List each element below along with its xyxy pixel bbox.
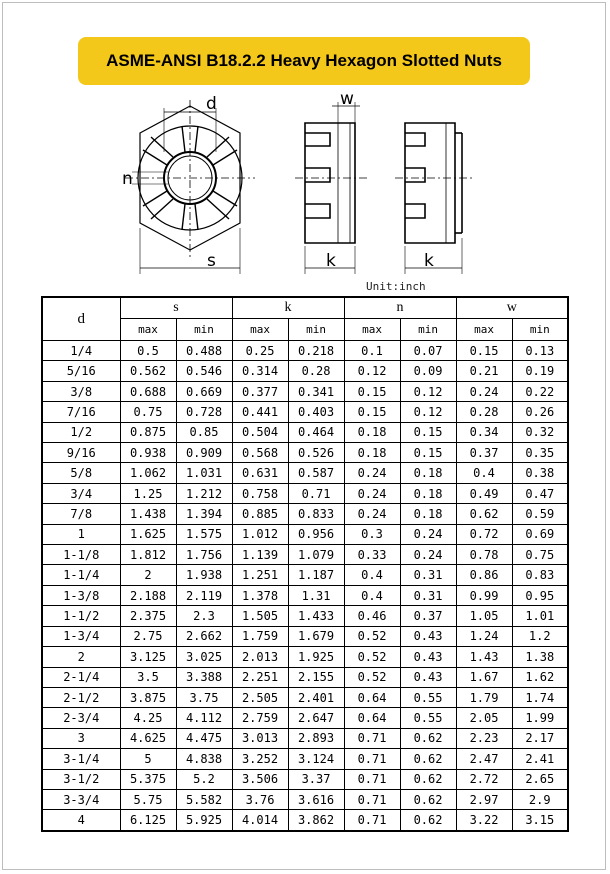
table-cell: 0.688 — [120, 381, 176, 401]
label-d: d — [206, 94, 217, 114]
table-cell: 0.546 — [176, 361, 232, 381]
cell-d: 5/16 — [42, 361, 120, 381]
table-cell: 1.25 — [120, 483, 176, 503]
table-cell: 0.26 — [512, 402, 568, 422]
table-cell: 2.647 — [288, 708, 344, 728]
table-row — [42, 585, 568, 605]
table-cell: 0.62 — [400, 769, 456, 789]
table-row — [42, 667, 568, 687]
table-cell: 0.956 — [288, 524, 344, 544]
table-cell: 0.72 — [456, 524, 512, 544]
table-row — [42, 708, 568, 728]
table-cell: 0.34 — [456, 422, 512, 442]
table-cell: 0.12 — [344, 361, 400, 381]
table-row — [42, 402, 568, 422]
table-cell: 0.24 — [344, 483, 400, 503]
table-cell: 0.218 — [288, 341, 344, 361]
table-row — [42, 810, 568, 831]
table-cell: 0.71 — [344, 789, 400, 809]
table-cell: 0.13 — [512, 341, 568, 361]
table-cell: 0.47 — [512, 483, 568, 503]
table-cell: 4.838 — [176, 749, 232, 769]
unit-note: Unit:inch — [366, 280, 426, 293]
label-n: n — [122, 169, 133, 189]
table-cell: 0.71 — [344, 810, 400, 831]
table-cell: 2.72 — [456, 769, 512, 789]
table-cell: 0.5 — [120, 341, 176, 361]
header-w: w — [456, 297, 568, 319]
table-cell: 0.62 — [400, 789, 456, 809]
table-cell: 0.669 — [176, 381, 232, 401]
table-cell: 1.187 — [288, 565, 344, 585]
table-cell: 0.64 — [344, 687, 400, 707]
cell-d: 1-3/8 — [42, 585, 120, 605]
table-cell: 0.1 — [344, 341, 400, 361]
table-cell: 5 — [120, 749, 176, 769]
table-row — [42, 524, 568, 544]
table-row — [42, 687, 568, 707]
table-cell: 0.49 — [456, 483, 512, 503]
table-cell: 3.388 — [176, 667, 232, 687]
table-cell: 0.314 — [232, 361, 288, 381]
subheader-k-max: max — [232, 319, 288, 341]
table-cell: 0.587 — [288, 463, 344, 483]
table-cell: 2.17 — [512, 728, 568, 748]
table-cell: 0.71 — [344, 749, 400, 769]
table-cell: 0.19 — [512, 361, 568, 381]
table-row — [42, 422, 568, 442]
table-cell: 2.119 — [176, 585, 232, 605]
subheader-s-max: max — [120, 319, 176, 341]
table-cell: 0.85 — [176, 422, 232, 442]
table-cell: 5.375 — [120, 769, 176, 789]
table-cell: 1.625 — [120, 524, 176, 544]
cell-d: 3/8 — [42, 381, 120, 401]
table-cell: 1.2 — [512, 626, 568, 646]
subheader-s-min: min — [176, 319, 232, 341]
subheader-n-min: min — [400, 319, 456, 341]
header-k: k — [232, 297, 344, 319]
label-k-right: k — [424, 251, 434, 271]
cell-d: 7/8 — [42, 504, 120, 524]
table-cell: 0.441 — [232, 402, 288, 422]
table-cell: 0.52 — [344, 667, 400, 687]
table-cell: 0.562 — [120, 361, 176, 381]
subheader-w-min: min — [512, 319, 568, 341]
table-cell: 0.71 — [344, 728, 400, 748]
table-cell: 1.24 — [456, 626, 512, 646]
table-cell: 2.401 — [288, 687, 344, 707]
table-cell: 5.2 — [176, 769, 232, 789]
table-cell: 0.526 — [288, 443, 344, 463]
table-cell: 0.21 — [456, 361, 512, 381]
table-cell: 1.505 — [232, 606, 288, 626]
table-cell: 2.505 — [232, 687, 288, 707]
table-cell: 1.79 — [456, 687, 512, 707]
table-cell: 0.37 — [456, 443, 512, 463]
table-cell: 2.9 — [512, 789, 568, 809]
table-cell: 0.83 — [512, 565, 568, 585]
table-cell: 0.4 — [344, 565, 400, 585]
table-cell: 0.62 — [400, 810, 456, 831]
table-cell: 0.4 — [344, 585, 400, 605]
table-cell: 2.155 — [288, 667, 344, 687]
table-cell: 3.124 — [288, 749, 344, 769]
table-cell: 3.252 — [232, 749, 288, 769]
table-row — [42, 545, 568, 565]
table-row — [42, 361, 568, 381]
table-cell: 0.885 — [232, 504, 288, 524]
table-cell: 5.582 — [176, 789, 232, 809]
table-cell: 0.15 — [400, 443, 456, 463]
table-row — [42, 504, 568, 524]
table-cell: 0.37 — [400, 606, 456, 626]
table-row — [42, 749, 568, 769]
table-cell: 0.504 — [232, 422, 288, 442]
table-row — [42, 381, 568, 401]
table-cell: 2 — [120, 565, 176, 585]
table-cell: 0.52 — [344, 647, 400, 667]
table-cell: 0.99 — [456, 585, 512, 605]
table-cell: 1.812 — [120, 545, 176, 565]
table-cell: 0.25 — [232, 341, 288, 361]
table-cell: 2.662 — [176, 626, 232, 646]
table-cell: 0.78 — [456, 545, 512, 565]
cell-d: 7/16 — [42, 402, 120, 422]
cell-d: 3 — [42, 728, 120, 748]
table-cell: 0.938 — [120, 443, 176, 463]
table-cell: 0.75 — [512, 545, 568, 565]
table-cell: 1.438 — [120, 504, 176, 524]
table-cell: 6.125 — [120, 810, 176, 831]
table-row — [42, 483, 568, 503]
table-cell: 0.18 — [344, 422, 400, 442]
table-cell: 3.37 — [288, 769, 344, 789]
table-cell: 5.75 — [120, 789, 176, 809]
table-cell: 3.616 — [288, 789, 344, 809]
cell-d: 1/2 — [42, 422, 120, 442]
table-cell: 1.394 — [176, 504, 232, 524]
table-cell: 1.99 — [512, 708, 568, 728]
table-cell: 0.31 — [400, 565, 456, 585]
table-cell: 2.759 — [232, 708, 288, 728]
cell-d: 2 — [42, 647, 120, 667]
table-cell: 5.925 — [176, 810, 232, 831]
table-cell: 1.031 — [176, 463, 232, 483]
table-cell: 1.012 — [232, 524, 288, 544]
table-cell: 2.41 — [512, 749, 568, 769]
table-cell: 1.139 — [232, 545, 288, 565]
table-cell: 3.025 — [176, 647, 232, 667]
table-cell: 0.55 — [400, 708, 456, 728]
cell-d: 3-1/2 — [42, 769, 120, 789]
table-row — [42, 443, 568, 463]
table-cell: 0.86 — [456, 565, 512, 585]
table-cell: 3.5 — [120, 667, 176, 687]
table-row — [42, 463, 568, 483]
table-cell: 0.09 — [400, 361, 456, 381]
table-row — [42, 647, 568, 667]
table-cell: 0.15 — [344, 381, 400, 401]
header-n: n — [344, 297, 456, 319]
table-cell: 0.35 — [512, 443, 568, 463]
table-row — [42, 769, 568, 789]
table-cell: 1.31 — [288, 585, 344, 605]
table-cell: 3.15 — [512, 810, 568, 831]
table-cell: 3.013 — [232, 728, 288, 748]
table-cell: 0.52 — [344, 626, 400, 646]
table-cell: 0.33 — [344, 545, 400, 565]
table-cell: 1.01 — [512, 606, 568, 626]
table-cell: 3.75 — [176, 687, 232, 707]
table-cell: 0.43 — [400, 667, 456, 687]
table-cell: 1.74 — [512, 687, 568, 707]
table-row — [42, 728, 568, 748]
table-cell: 0.15 — [400, 422, 456, 442]
side-view-left — [305, 123, 355, 243]
dimensions-table — [41, 296, 569, 832]
cell-d: 2-3/4 — [42, 708, 120, 728]
table-cell: 2.97 — [456, 789, 512, 809]
table-cell: 2.05 — [456, 708, 512, 728]
table-cell: 0.32 — [512, 422, 568, 442]
table-cell: 0.55 — [400, 687, 456, 707]
cell-d: 3/4 — [42, 483, 120, 503]
table-cell: 3.76 — [232, 789, 288, 809]
cell-d: 4 — [42, 810, 120, 831]
cell-d: 5/8 — [42, 463, 120, 483]
table-cell: 0.46 — [344, 606, 400, 626]
table-cell: 0.403 — [288, 402, 344, 422]
table-cell: 2.893 — [288, 728, 344, 748]
table-cell: 1.05 — [456, 606, 512, 626]
table-cell: 0.28 — [456, 402, 512, 422]
table-cell: 0.64 — [344, 708, 400, 728]
table-cell: 1.433 — [288, 606, 344, 626]
table-cell: 0.15 — [456, 341, 512, 361]
label-k-left: k — [326, 251, 336, 271]
table-cell: 1.43 — [456, 647, 512, 667]
table-cell: 0.62 — [456, 504, 512, 524]
label-s: s — [207, 251, 216, 271]
table-cell: 0.758 — [232, 483, 288, 503]
table-cell: 0.62 — [400, 749, 456, 769]
table-cell: 0.12 — [400, 402, 456, 422]
nut-dimension-diagram — [110, 88, 510, 298]
subheader-w-max: max — [456, 319, 512, 341]
table-cell: 3.125 — [120, 647, 176, 667]
table-cell: 3.875 — [120, 687, 176, 707]
cell-d: 1-1/4 — [42, 565, 120, 585]
table-cell: 1.759 — [232, 626, 288, 646]
table-cell: 2.251 — [232, 667, 288, 687]
table-cell: 3.862 — [288, 810, 344, 831]
table-cell: 0.43 — [400, 647, 456, 667]
table-cell: 0.18 — [400, 504, 456, 524]
page-title: ASME-ANSI B18.2.2 Heavy Hexagon Slotted Nuts — [106, 51, 502, 70]
table-cell: 0.377 — [232, 381, 288, 401]
table-cell: 0.71 — [288, 483, 344, 503]
label-w: w — [340, 89, 354, 109]
cell-d: 1-3/4 — [42, 626, 120, 646]
table-cell: 0.18 — [344, 443, 400, 463]
table-cell: 0.71 — [344, 769, 400, 789]
table-cell: 0.24 — [400, 545, 456, 565]
subheader-k-min: min — [288, 319, 344, 341]
table-cell: 0.833 — [288, 504, 344, 524]
table-cell: 1.679 — [288, 626, 344, 646]
table-cell: 0.4 — [456, 463, 512, 483]
table-cell: 0.728 — [176, 402, 232, 422]
table-cell: 1.38 — [512, 647, 568, 667]
table-cell: 0.38 — [512, 463, 568, 483]
table-cell: 1.756 — [176, 545, 232, 565]
table-cell: 0.3 — [344, 524, 400, 544]
cell-d: 3-3/4 — [42, 789, 120, 809]
table-cell: 0.69 — [512, 524, 568, 544]
table-cell: 2.375 — [120, 606, 176, 626]
table-cell: 0.12 — [400, 381, 456, 401]
table-cell: 0.631 — [232, 463, 288, 483]
table-cell: 2.23 — [456, 728, 512, 748]
cell-d: 1-1/8 — [42, 545, 120, 565]
table-cell: 0.43 — [400, 626, 456, 646]
table-row — [42, 565, 568, 585]
table-cell: 0.341 — [288, 381, 344, 401]
table-cell: 4.112 — [176, 708, 232, 728]
table-row — [42, 626, 568, 646]
table-cell: 0.24 — [456, 381, 512, 401]
cell-d: 3-1/4 — [42, 749, 120, 769]
table-cell: 0.18 — [400, 483, 456, 503]
table-cell: 4.625 — [120, 728, 176, 748]
table-cell: 2.47 — [456, 749, 512, 769]
side-view-right — [405, 123, 462, 243]
header-s: s — [120, 297, 232, 319]
cell-d: 1 — [42, 524, 120, 544]
table-cell: 4.014 — [232, 810, 288, 831]
table-row — [42, 341, 568, 361]
table-cell: 0.568 — [232, 443, 288, 463]
table-cell: 2.3 — [176, 606, 232, 626]
table-cell: 1.378 — [232, 585, 288, 605]
table-cell: 0.909 — [176, 443, 232, 463]
cell-d: 1-1/2 — [42, 606, 120, 626]
table-cell: 4.475 — [176, 728, 232, 748]
table-cell: 2.013 — [232, 647, 288, 667]
table-cell: 0.24 — [344, 463, 400, 483]
table-cell: 4.25 — [120, 708, 176, 728]
table-cell: 0.95 — [512, 585, 568, 605]
cell-d: 2-1/2 — [42, 687, 120, 707]
table-cell: 0.488 — [176, 341, 232, 361]
table-cell: 1.212 — [176, 483, 232, 503]
title-banner — [78, 37, 530, 85]
table-cell: 0.28 — [288, 361, 344, 381]
table-cell: 0.18 — [400, 463, 456, 483]
table-cell: 1.67 — [456, 667, 512, 687]
table-cell: 2.188 — [120, 585, 176, 605]
table-cell: 0.875 — [120, 422, 176, 442]
table-cell: 0.22 — [512, 381, 568, 401]
table-cell: 1.62 — [512, 667, 568, 687]
table-cell: 0.24 — [400, 524, 456, 544]
table-cell: 1.938 — [176, 565, 232, 585]
table-cell: 0.59 — [512, 504, 568, 524]
table-cell: 0.464 — [288, 422, 344, 442]
subheader-n-max: max — [344, 319, 400, 341]
cell-d: 9/16 — [42, 443, 120, 463]
table-cell: 1.062 — [120, 463, 176, 483]
table-cell: 0.15 — [344, 402, 400, 422]
table-cell: 1.575 — [176, 524, 232, 544]
table-cell: 2.65 — [512, 769, 568, 789]
table-row — [42, 789, 568, 809]
table-cell: 1.079 — [288, 545, 344, 565]
table-cell: 0.62 — [400, 728, 456, 748]
table-cell: 3.506 — [232, 769, 288, 789]
table-cell: 0.31 — [400, 585, 456, 605]
cell-d: 2-1/4 — [42, 667, 120, 687]
table-cell: 1.925 — [288, 647, 344, 667]
cell-d: 1/4 — [42, 341, 120, 361]
header-d: d — [42, 297, 120, 341]
table-row — [42, 606, 568, 626]
table-cell: 3.22 — [456, 810, 512, 831]
table-cell: 0.75 — [120, 402, 176, 422]
table-cell: 1.251 — [232, 565, 288, 585]
table-cell: 0.24 — [344, 504, 400, 524]
table-cell: 2.75 — [120, 626, 176, 646]
table-cell: 0.07 — [400, 341, 456, 361]
